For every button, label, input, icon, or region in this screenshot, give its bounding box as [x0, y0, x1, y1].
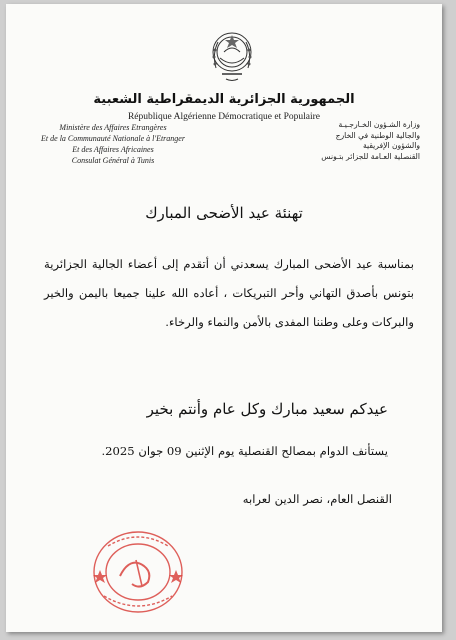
signature-line: القنصل العام، نصر الدين لعرابه [242, 492, 392, 506]
document-body: بمناسبة عيد الأضحى المبارك يسعدني أن أتقدم إلى أعضاء الجالية الجزائرية بتونس بأصدق التهاني وأحر التبريكات ، أعاده الله علينا جميعا باليمن والخير والبركات وعلى وطننا المفدى بالأمن والنماء والرخاء. [44, 257, 414, 329]
ministry-line-ar: والشؤون الإفريقية [362, 141, 420, 150]
algerian-emblem-icon [206, 24, 258, 84]
ministry-block-fr [28, 122, 198, 166]
ministry-line-ar: القنصلية العـامة للجزائر بتـونس [321, 151, 420, 161]
ministry-line-fr: Ministère des Affaires Etrangères [59, 123, 167, 132]
republic-title-ar: الجمهورية الجزائرية الديمقراطية الشعبية [93, 92, 355, 107]
republic-title-fr: République Algérienne Démocratique et Populaire [127, 112, 321, 122]
consulate-stamp-icon [78, 526, 198, 618]
document-title: تهنئة عيد الأضحى المبارك [145, 204, 303, 222]
greeting-line: عيدكم سعيد مبارك وكل عام وأنتم بخير [146, 400, 388, 418]
ministry-line-fr: Et des Affaires Africaines [72, 145, 154, 154]
ministry-line-fr: Et de la Communauté Nationale à l'Etranger [41, 134, 185, 143]
resumption-notice: يستأنف الدوام بمصالح القنصلية يوم الإثنين 09 جوان 2025. [101, 444, 388, 458]
ministry-block-ar [270, 120, 420, 162]
ministry-line-fr: Consulat Général à Tunis [71, 156, 155, 165]
ministry-line-ar: والجالية الوطنية في الخارج [335, 130, 420, 140]
ministry-line-ar: وزارة الشـؤون الخـارجـيـة [338, 120, 420, 129]
document-page [6, 4, 442, 632]
